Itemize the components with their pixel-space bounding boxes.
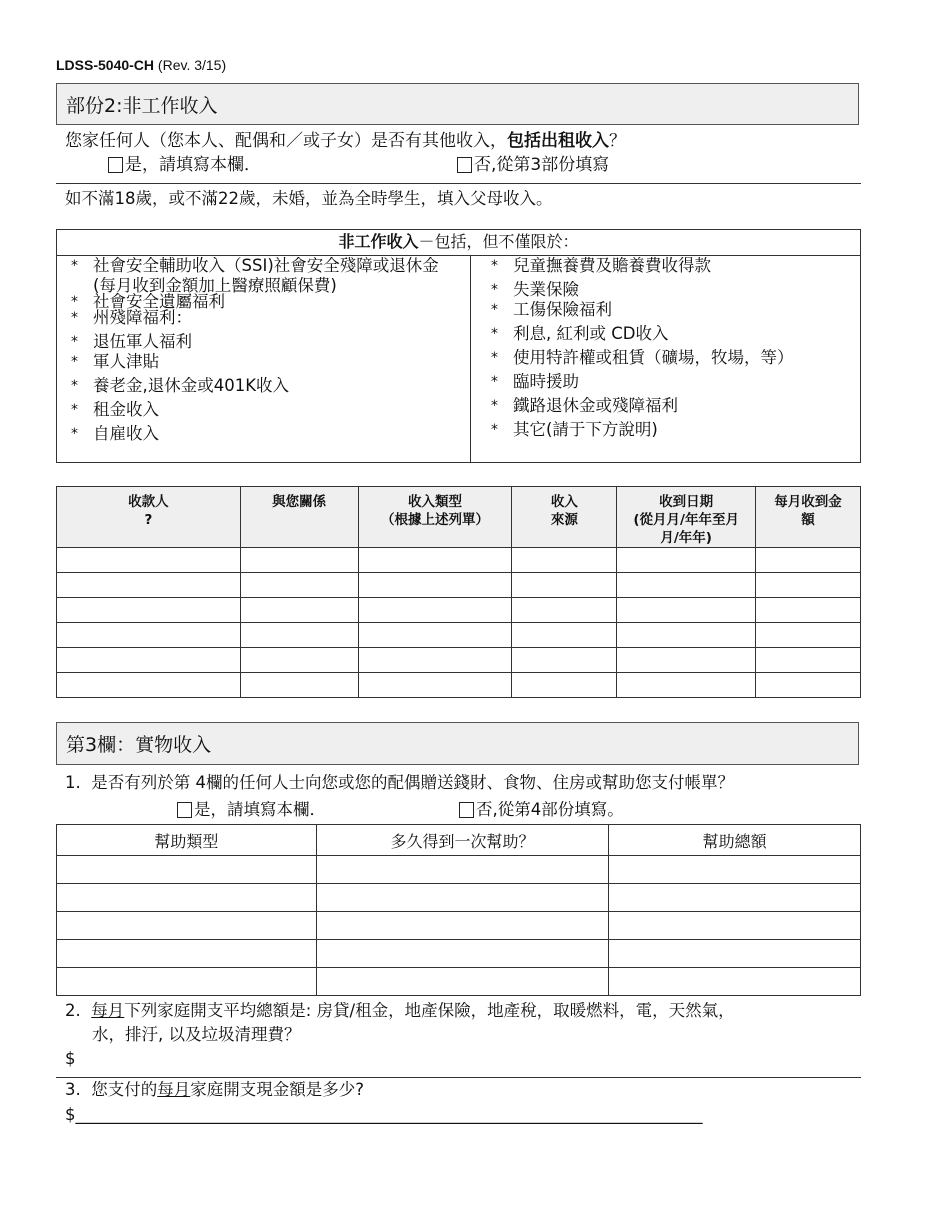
q2-number: 2. <box>65 1001 81 1020</box>
table-cell[interactable] <box>609 884 861 912</box>
q2-text: 下列家庭開支平均總額是: 房貸/租金，地產保險，地產稅，取暖燃料，電，天然氣， <box>124 1001 735 1020</box>
table-cell[interactable] <box>756 548 861 573</box>
income-item: * 租金收入 <box>71 400 159 419</box>
income-list-right <box>477 256 857 444</box>
q2-underlined: 每月 <box>91 1001 125 1020</box>
table-cell[interactable] <box>609 940 861 968</box>
part2-question-suffix: ？ <box>609 131 626 151</box>
table-row <box>57 940 861 968</box>
table-row <box>57 673 861 698</box>
table-cell[interactable] <box>316 912 609 940</box>
header-monthly-amount: 每月收到金 額 <box>756 487 861 548</box>
column-divider <box>470 255 471 462</box>
q3-number: 3. <box>65 1080 81 1099</box>
table-cell[interactable] <box>57 912 317 940</box>
no-label: 否,從第4部份填寫。 <box>476 800 624 819</box>
part3-yes-option[interactable] <box>177 796 326 820</box>
table-row <box>57 623 861 648</box>
form-revision: (Rev. 3/15) <box>157 57 227 73</box>
table-cell[interactable] <box>358 548 512 573</box>
income-table-header-row <box>57 487 861 548</box>
table-cell[interactable] <box>512 623 617 648</box>
form-header <box>56 57 226 73</box>
aid-table-header-row <box>57 825 861 856</box>
table-cell[interactable] <box>617 673 756 698</box>
part2-title: 部份2:非工作收入 <box>66 94 218 117</box>
header-income-type: 收入類型 （根據上述列單） <box>358 487 512 548</box>
table-cell[interactable] <box>316 940 609 968</box>
part2-question <box>65 126 626 151</box>
income-types-list <box>56 229 861 463</box>
table-cell[interactable] <box>240 598 358 623</box>
table-cell[interactable] <box>358 623 512 648</box>
q3-suffix: 家庭開支現金額是多少? <box>190 1080 365 1099</box>
table-cell[interactable] <box>316 968 609 996</box>
question-2 <box>65 999 735 1022</box>
part2-no-option[interactable] <box>457 150 609 175</box>
table-row <box>57 968 861 996</box>
table-cell[interactable] <box>57 648 241 673</box>
table-cell[interactable] <box>358 573 512 598</box>
header-relationship: 與您關係 <box>240 487 358 548</box>
no-label: 否,從第3部份填寫 <box>474 155 610 175</box>
table-cell[interactable] <box>57 623 241 648</box>
table-cell[interactable] <box>358 648 512 673</box>
table-cell[interactable] <box>240 623 358 648</box>
income-list-header <box>57 230 860 256</box>
table-cell[interactable] <box>512 598 617 623</box>
table-cell[interactable] <box>609 856 861 884</box>
q3-prefix: 您支付的 <box>91 1080 158 1099</box>
table-cell[interactable] <box>316 884 609 912</box>
q1-text: 是否有列於第 4欄的任何人士向您或您的配偶贈送錢財、食物、住房或幫助您支付帳單？ <box>91 773 734 792</box>
income-item: * 軍人津貼 <box>71 352 159 371</box>
table-row <box>57 573 861 598</box>
table-cell[interactable] <box>57 573 241 598</box>
table-cell[interactable] <box>617 598 756 623</box>
income-item: * 養老金,退休金或401K收入 <box>71 376 290 395</box>
q2-text-line2: 水，排汙, 以及垃圾清理費？ <box>92 1025 301 1044</box>
table-cell[interactable] <box>240 648 358 673</box>
yes-label: 是，請填寫本欄． <box>125 155 261 175</box>
income-item: * 臨時援助 <box>491 372 579 391</box>
question-3 <box>65 1078 364 1101</box>
table-cell[interactable] <box>57 940 317 968</box>
part2-question-text: 您家任何人（您本人、配偶和／或子女）是否有其他收入， <box>65 131 507 151</box>
part3-title-box <box>56 722 859 765</box>
income-list-header-rest: －包括，但不僅限於： <box>418 232 579 251</box>
yes-label: 是，請填寫本欄． <box>194 800 326 819</box>
table-cell[interactable] <box>617 623 756 648</box>
table-cell[interactable] <box>609 912 861 940</box>
table-cell[interactable] <box>512 648 617 673</box>
table-cell[interactable] <box>512 573 617 598</box>
table-cell[interactable] <box>617 548 756 573</box>
header-income-source: 收入 來源 <box>512 487 617 548</box>
part2-yes-option[interactable] <box>108 150 261 175</box>
income-item: * 退伍軍人福利 <box>71 332 192 351</box>
table-cell[interactable] <box>756 573 861 598</box>
table-cell[interactable] <box>57 856 317 884</box>
part3-no-option[interactable] <box>459 796 624 820</box>
table-cell[interactable] <box>617 648 756 673</box>
header-aid-type: 幫助類型 <box>57 825 317 856</box>
table-cell[interactable] <box>512 673 617 698</box>
part2-question-bold: 包括出租收入 <box>507 131 609 151</box>
income-table <box>56 486 861 698</box>
table-cell[interactable] <box>609 968 861 996</box>
header-aid-frequency: 多久得到一次幫助？ <box>316 825 609 856</box>
part3-title: 第3欄：實物收入 <box>66 734 212 756</box>
form-code: LDSS-5040-CH <box>56 57 155 73</box>
income-item: * 州殘障福利： <box>71 308 192 327</box>
income-item: * 兒童撫養費及贍養費收得款 <box>491 256 711 275</box>
table-cell[interactable] <box>756 648 861 673</box>
income-item: * 自雇收入 <box>71 424 159 443</box>
table-cell[interactable] <box>358 673 512 698</box>
yes-checkbox[interactable] <box>177 802 192 818</box>
income-item: * 工傷保險福利 <box>491 300 612 319</box>
table-cell[interactable] <box>240 548 358 573</box>
table-cell[interactable] <box>358 598 512 623</box>
table-cell[interactable] <box>756 623 861 648</box>
table-row <box>57 856 861 884</box>
yes-checkbox[interactable] <box>108 157 123 173</box>
part2-title-box <box>56 83 859 125</box>
q3-answer-field[interactable]: $____________________________________________________________________________ <box>65 1105 703 1124</box>
table-row <box>57 598 861 623</box>
header-aid-total: 幫助總額 <box>609 825 861 856</box>
aid-table <box>56 824 861 996</box>
income-list-left <box>57 256 457 448</box>
no-checkbox[interactable] <box>457 157 472 173</box>
table-cell[interactable] <box>57 884 317 912</box>
header-payee: 收款人 ? <box>57 487 241 548</box>
table-cell[interactable] <box>57 673 241 698</box>
divider <box>56 183 861 184</box>
table-cell[interactable] <box>617 573 756 598</box>
income-item: * 社會安全遺屬福利 <box>71 292 225 311</box>
table-cell[interactable] <box>316 856 609 884</box>
income-item: * 鐵路退休金或殘障福利 <box>491 396 678 415</box>
table-row <box>57 648 861 673</box>
table-cell[interactable] <box>240 573 358 598</box>
table-row <box>57 912 861 940</box>
table-cell[interactable] <box>240 673 358 698</box>
income-list-header-bold: 非工作收入 <box>338 232 419 251</box>
table-cell[interactable] <box>57 968 317 996</box>
table-cell[interactable] <box>512 548 617 573</box>
income-item: * 利息, 紅利或 CD收入 <box>491 324 669 343</box>
table-cell[interactable] <box>756 673 861 698</box>
part2-note: 如不滿18歲，或不滿22歲，未婚，並為全時學生，填入父母收入。 <box>65 189 553 208</box>
q2-answer-field[interactable]: $ <box>65 1049 76 1068</box>
question-1 <box>65 771 734 794</box>
table-cell[interactable] <box>57 598 241 623</box>
table-row <box>57 548 861 573</box>
table-cell[interactable] <box>57 548 241 573</box>
table-row <box>57 884 861 912</box>
income-item: * 社會安全輔助收入（SSI)社會安全殘障或退休金 (每月收到金額加上醫療照顧保費) <box>71 256 439 295</box>
no-checkbox[interactable] <box>459 802 474 818</box>
q1-number: 1. <box>65 773 81 792</box>
header-date-received: 收到日期 (從月月/年年至月 月/年年) <box>617 487 756 548</box>
table-cell[interactable] <box>756 598 861 623</box>
income-item: * 使用特許權或租賃（礦場，牧場，等） <box>491 348 794 367</box>
income-item: * 其它(請于下方說明) <box>491 420 658 439</box>
q3-underlined: 每月 <box>157 1080 191 1099</box>
income-item: * 失業保險 <box>491 280 579 299</box>
